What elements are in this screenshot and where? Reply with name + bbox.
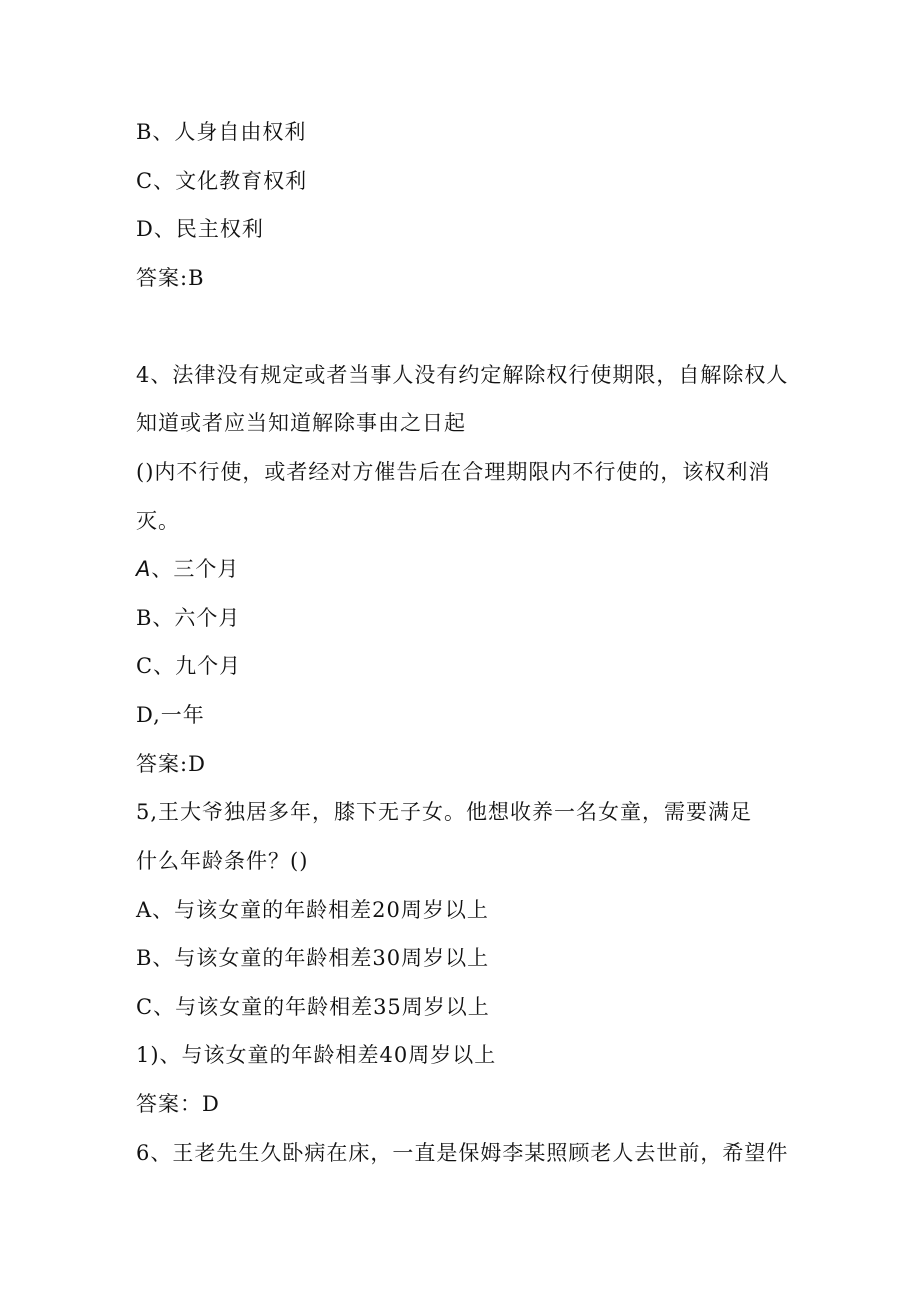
q5-option-a: A、与该女童的年龄相差20周岁以上 (136, 898, 489, 922)
q3-option-d: D、民主权利 (136, 217, 264, 241)
q6-stem-line1: 6、王老先生久卧病在床，一直是保姆李某照顾老人去世前，希望件 (136, 1141, 789, 1165)
q4-answer: 答案:D (136, 752, 206, 776)
q4-option-a-text: 、三个月 (151, 557, 240, 581)
q4-option-a (136, 555, 239, 583)
q4-stem-line2: 知道或者应当知道解除事由之日起 (136, 411, 466, 435)
q5-option-d: 1)、与该女童的年龄相差40周岁以上 (136, 1043, 497, 1067)
q5-option-c: C、与该女童的年龄相差35周岁以上 (136, 995, 490, 1019)
q3-answer: 答案:B (136, 266, 205, 290)
q5-option-b: B、与该女童的年龄相差30周岁以上 (136, 946, 490, 970)
q3-option-b: B、人身自由权利 (136, 120, 307, 144)
q4-option-d: D,一年 (136, 703, 205, 727)
q4-option-b: B、六个月 (136, 606, 241, 630)
q5-answer: 答案：D (136, 1092, 220, 1116)
q4-stem-line4: 灭。 (136, 509, 180, 533)
q5-stem-line1: 5,王大爷独居多年，膝下无子女。他想收养一名女童，需要满足 (136, 800, 753, 824)
q3-option-c: C、文化教育权利 (136, 169, 308, 193)
q5-stem-line2: 什么年龄条件？() (136, 849, 309, 873)
q4-stem-line3: ()内不行使，或者经对方催告后在合理期限内不行使的，该权利消 (136, 460, 771, 484)
q4-option-a-letter: A (136, 557, 152, 581)
q4-option-c: C、九个月 (136, 654, 242, 678)
q4-stem-line1: 4、法律没有规定或者当事人没有约定解除权行使期限，自解除权人 (136, 363, 789, 387)
